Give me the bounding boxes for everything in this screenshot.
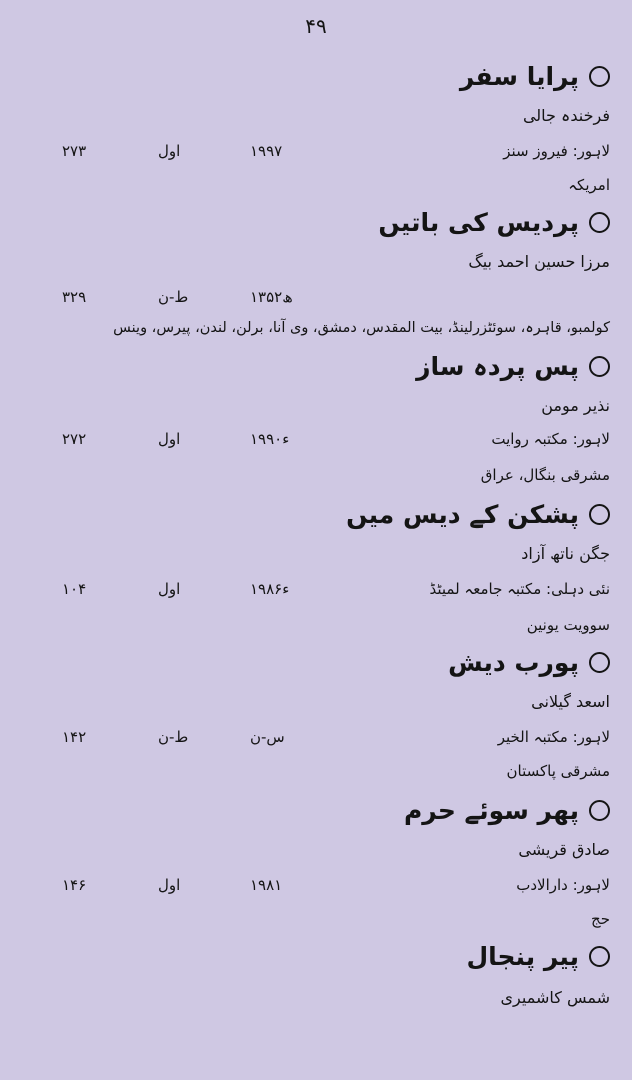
publisher: لاہور: دارالادب	[516, 876, 610, 894]
publication-row	[0, 430, 632, 454]
edition: اول	[158, 430, 181, 448]
entry-author: جگن ناتھ آزاد	[521, 544, 610, 563]
publisher: نئی دہلی: مکتبہ جامعہ لمیٹڈ	[429, 580, 610, 598]
entry-author: صادق قریشی	[518, 840, 610, 859]
entry-region: مشرقی پاکستان	[506, 762, 610, 780]
publisher: لاہور: مکتبہ روایت	[491, 430, 610, 448]
entry-title: پردیس کی باتیں	[378, 208, 579, 237]
bullet-circle-icon	[589, 652, 610, 673]
edition: اول	[158, 142, 181, 160]
bullet-circle-icon	[589, 66, 610, 87]
entry-title-row	[448, 648, 610, 677]
bullet-circle-icon	[589, 356, 610, 377]
page-count: ۱۴۶	[62, 876, 87, 894]
edition: اول	[158, 876, 181, 894]
edition: ط-ن	[158, 728, 189, 746]
publisher: لاہور: مکتبہ الخیر	[497, 728, 610, 746]
page-number: ۴۹	[305, 14, 327, 38]
page-count: ۲۷۳	[62, 142, 87, 160]
entry-title: پس پردہ ساز	[416, 352, 579, 381]
entry-title: پیر پنجال	[466, 942, 579, 971]
entry-region: حج	[591, 910, 610, 928]
entry-title-row	[466, 942, 610, 971]
entry-region: امریکہ	[568, 176, 610, 194]
entry-title-row	[460, 62, 610, 91]
entry-region: سوویت یونین	[526, 616, 610, 634]
bullet-circle-icon	[589, 212, 610, 233]
entry-author: اسعد گیلانی	[531, 692, 610, 711]
publication-row	[0, 876, 632, 900]
entry-title: پرایا سفر	[459, 62, 579, 91]
entry-title: پورب دیش	[448, 648, 579, 677]
publication-row	[0, 580, 632, 604]
edition: اول	[158, 580, 181, 598]
entry-author: مرزا حسین احمد بیگ	[468, 252, 610, 271]
entry-title-row	[404, 796, 610, 825]
entry-region: مشرقی بنگال، عراق	[480, 466, 610, 484]
year: ۱۹۹۷	[250, 142, 283, 160]
page-count: ۱۰۴	[62, 580, 87, 598]
year: ۱۹۹۰ء	[250, 430, 290, 448]
bullet-circle-icon	[589, 504, 610, 525]
entry-title: پھر سوئے حرم	[403, 796, 579, 825]
edition: ط-ن	[158, 288, 189, 306]
entry-title-row	[416, 352, 610, 381]
publication-row	[0, 728, 632, 752]
publisher: لاہور: فیروز سنز	[503, 142, 610, 160]
entry-title-row	[378, 208, 610, 237]
entry-region: کولمبو، قاہرہ، سوئٹزرلینڈ، بیت المقدس، دمشق، وی آنا، برلن، لندن، پیرس، وینس	[113, 320, 610, 336]
publication-row	[0, 288, 632, 312]
entry-title-row	[346, 500, 610, 529]
page-count: ۱۴۲	[62, 728, 87, 746]
year: ۱۳۵۲ھ	[250, 288, 293, 306]
year: ۱۹۸۱	[250, 876, 283, 894]
entry-author: فرخندہ جالی	[522, 106, 610, 125]
page-count: ۳۲۹	[62, 288, 87, 306]
page-count: ۲۷۲	[62, 430, 87, 448]
bullet-circle-icon	[589, 800, 610, 821]
year: س-ن	[250, 728, 285, 746]
entry-title: پشکن کے دیس میں	[346, 500, 579, 529]
entry-author: شمس کاشمیری	[500, 988, 610, 1007]
entry-author: نذیر مومن	[541, 396, 610, 415]
bullet-circle-icon	[589, 946, 610, 967]
publication-row	[0, 142, 632, 166]
year: ۱۹۸۶ء	[250, 580, 290, 598]
